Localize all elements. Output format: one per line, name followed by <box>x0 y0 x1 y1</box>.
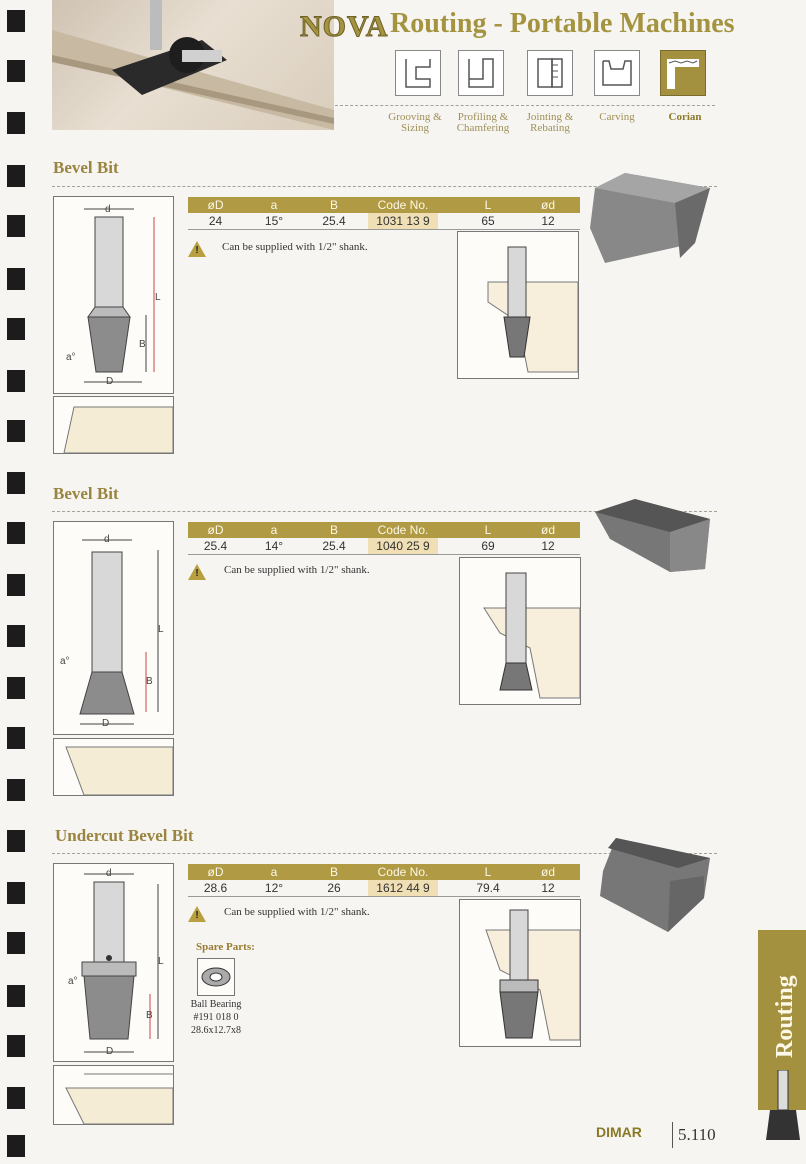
table-row <box>188 538 580 555</box>
binder-hole <box>7 625 25 647</box>
binder-hole <box>7 165 25 187</box>
column-header: ød <box>540 523 555 537</box>
column-header: ød <box>540 865 555 879</box>
column-header: B <box>329 865 338 879</box>
table-cell: 15° <box>264 214 284 228</box>
spare-parts-title: Spare Parts: <box>196 941 255 953</box>
binder-hole <box>7 112 25 134</box>
dim-B-label: B <box>139 339 146 350</box>
table-header <box>188 522 580 538</box>
binder-hole <box>7 830 25 852</box>
note-text: Can be supplied with 1/2" shank. <box>224 564 370 576</box>
jointing-icon[interactable] <box>527 50 573 96</box>
column-header: a <box>270 865 278 879</box>
binder-hole <box>7 60 25 82</box>
dim-d-label: d <box>106 868 112 879</box>
table-cell: 12 <box>541 881 555 895</box>
warning-mark: ! <box>195 245 199 256</box>
code-number-cell: 1612 44 9 <box>368 880 438 896</box>
note-text: Can be supplied with 1/2" shank. <box>222 241 368 253</box>
binder-hole <box>7 268 25 290</box>
note-text: Can be supplied with 1/2" shank. <box>224 906 370 918</box>
table-row <box>188 213 580 230</box>
code-number-cell: 1031 13 9 <box>368 213 438 229</box>
dim-L-label: L <box>155 292 161 303</box>
binder-hole <box>7 985 25 1007</box>
profile-drawing <box>53 1065 174 1125</box>
table-header <box>188 864 580 880</box>
page-title: Routing - Portable Machines <box>390 8 735 39</box>
table-cell: 25.4 <box>203 539 228 553</box>
dim-L-label: L <box>158 956 164 967</box>
column-header: L <box>484 865 492 879</box>
column-header: ød <box>540 198 555 212</box>
binder-hole <box>7 370 25 392</box>
section-title: Bevel Bit <box>53 484 119 503</box>
grooving-icon[interactable] <box>395 50 441 96</box>
column-header: B <box>329 523 338 537</box>
usage-drawing <box>459 557 581 705</box>
table-cell: 69 <box>481 539 495 553</box>
dim-D-label: D <box>106 1046 114 1057</box>
dim-L-label: L <box>158 624 164 635</box>
ball-bearing-icon <box>197 958 235 996</box>
spare-part-size: 28.6x12.7x8 <box>191 1025 241 1036</box>
warning-mark: ! <box>195 568 199 579</box>
binder-hole <box>7 1035 25 1057</box>
table-cell: 12 <box>541 214 555 228</box>
binder-hole <box>7 677 25 699</box>
header-divider <box>335 105 715 106</box>
warning-mark: ! <box>195 910 199 921</box>
binder-hole <box>7 574 25 596</box>
table-cell: 25.4 <box>322 214 346 228</box>
binder-hole <box>7 522 25 544</box>
column-header: B <box>329 198 338 212</box>
binder-hole <box>7 779 25 801</box>
category-label-grooving[interactable]: Grooving & Sizing <box>388 111 442 134</box>
table-cell: 14° <box>264 539 284 553</box>
column-header: a <box>270 523 278 537</box>
dim-D-label: D <box>106 376 114 387</box>
bit-drawing <box>53 863 174 1062</box>
corian-icon[interactable] <box>660 50 706 96</box>
section-title: Undercut Bevel Bit <box>55 826 194 845</box>
svg-text:Routing: Routing <box>772 975 798 1058</box>
router-bit-photo-illustration <box>52 0 334 130</box>
table-header <box>188 197 580 213</box>
binder-hole <box>7 318 25 340</box>
binder-hole <box>7 1135 25 1157</box>
column-header: Code No. <box>377 198 429 212</box>
table-cell: 25.4 <box>322 539 346 553</box>
profile-drawing <box>53 738 174 796</box>
binder-hole <box>7 1087 25 1109</box>
column-header: øD <box>207 198 224 212</box>
side-tab-label <box>760 940 804 1060</box>
dim-B-label: B <box>146 676 153 687</box>
profiling-icon[interactable] <box>458 50 504 96</box>
column-header: Code No. <box>377 523 429 537</box>
workpiece-illustration <box>590 494 715 574</box>
workpiece-illustration <box>598 836 713 936</box>
table-row <box>188 880 580 897</box>
binder-hole <box>7 215 25 237</box>
category-label-carving[interactable]: Carving <box>599 111 635 123</box>
category-label-profiling[interactable]: Profiling & Chamfering <box>456 111 510 134</box>
table-cell: 26 <box>327 881 341 895</box>
binder-hole <box>7 882 25 904</box>
column-header: øD <box>207 865 224 879</box>
spare-part-code: #191 018 0 <box>193 1012 239 1023</box>
dim-d-label: d <box>104 534 110 545</box>
column-header: L <box>484 198 492 212</box>
dim-a-label: a° <box>68 976 78 987</box>
profile-drawing <box>53 396 174 454</box>
dim-D-label: D <box>102 718 110 729</box>
binder-hole <box>7 932 25 954</box>
column-header: Code No. <box>377 865 429 879</box>
dim-B-label: B <box>146 1010 153 1021</box>
column-header: a <box>270 198 278 212</box>
code-number-cell: 1040 25 9 <box>368 538 438 554</box>
table-cell: 79.4 <box>476 881 500 895</box>
binder-hole <box>7 472 25 494</box>
bit-drawing <box>53 196 174 394</box>
bit-drawing <box>53 521 174 735</box>
column-header: øD <box>207 523 224 537</box>
dimar-logo: DIMAR <box>596 1124 642 1140</box>
table-cell: 65 <box>481 214 495 228</box>
table-cell: 12° <box>264 881 284 895</box>
binder-hole <box>7 420 25 442</box>
workpiece-illustration <box>585 168 710 268</box>
dim-d-label: d <box>105 204 111 215</box>
section-title: Bevel Bit <box>53 158 119 177</box>
router-photo <box>52 0 334 130</box>
category-label-corian[interactable]: Corian <box>668 111 702 123</box>
usage-drawing <box>459 899 581 1047</box>
router-bit-corner-illustration <box>760 1070 804 1150</box>
dim-a-label: a° <box>60 656 70 667</box>
category-label-jointing[interactable]: Jointing & Rebating <box>526 111 574 134</box>
carving-icon[interactable] <box>594 50 640 96</box>
column-header: L <box>484 523 492 537</box>
page-number: 5.110 <box>678 1125 716 1144</box>
binder-hole <box>7 727 25 749</box>
table-cell: 28.6 <box>203 881 228 895</box>
footer-separator <box>672 1122 673 1148</box>
binder-hole <box>7 10 25 32</box>
brand-logo: NOVA <box>300 10 389 43</box>
table-cell: 12 <box>541 539 555 553</box>
spare-part-name: Ball Bearing <box>190 999 242 1010</box>
usage-drawing <box>457 231 579 379</box>
table-cell: 24 <box>208 214 223 228</box>
dim-a-label: a° <box>66 352 76 363</box>
